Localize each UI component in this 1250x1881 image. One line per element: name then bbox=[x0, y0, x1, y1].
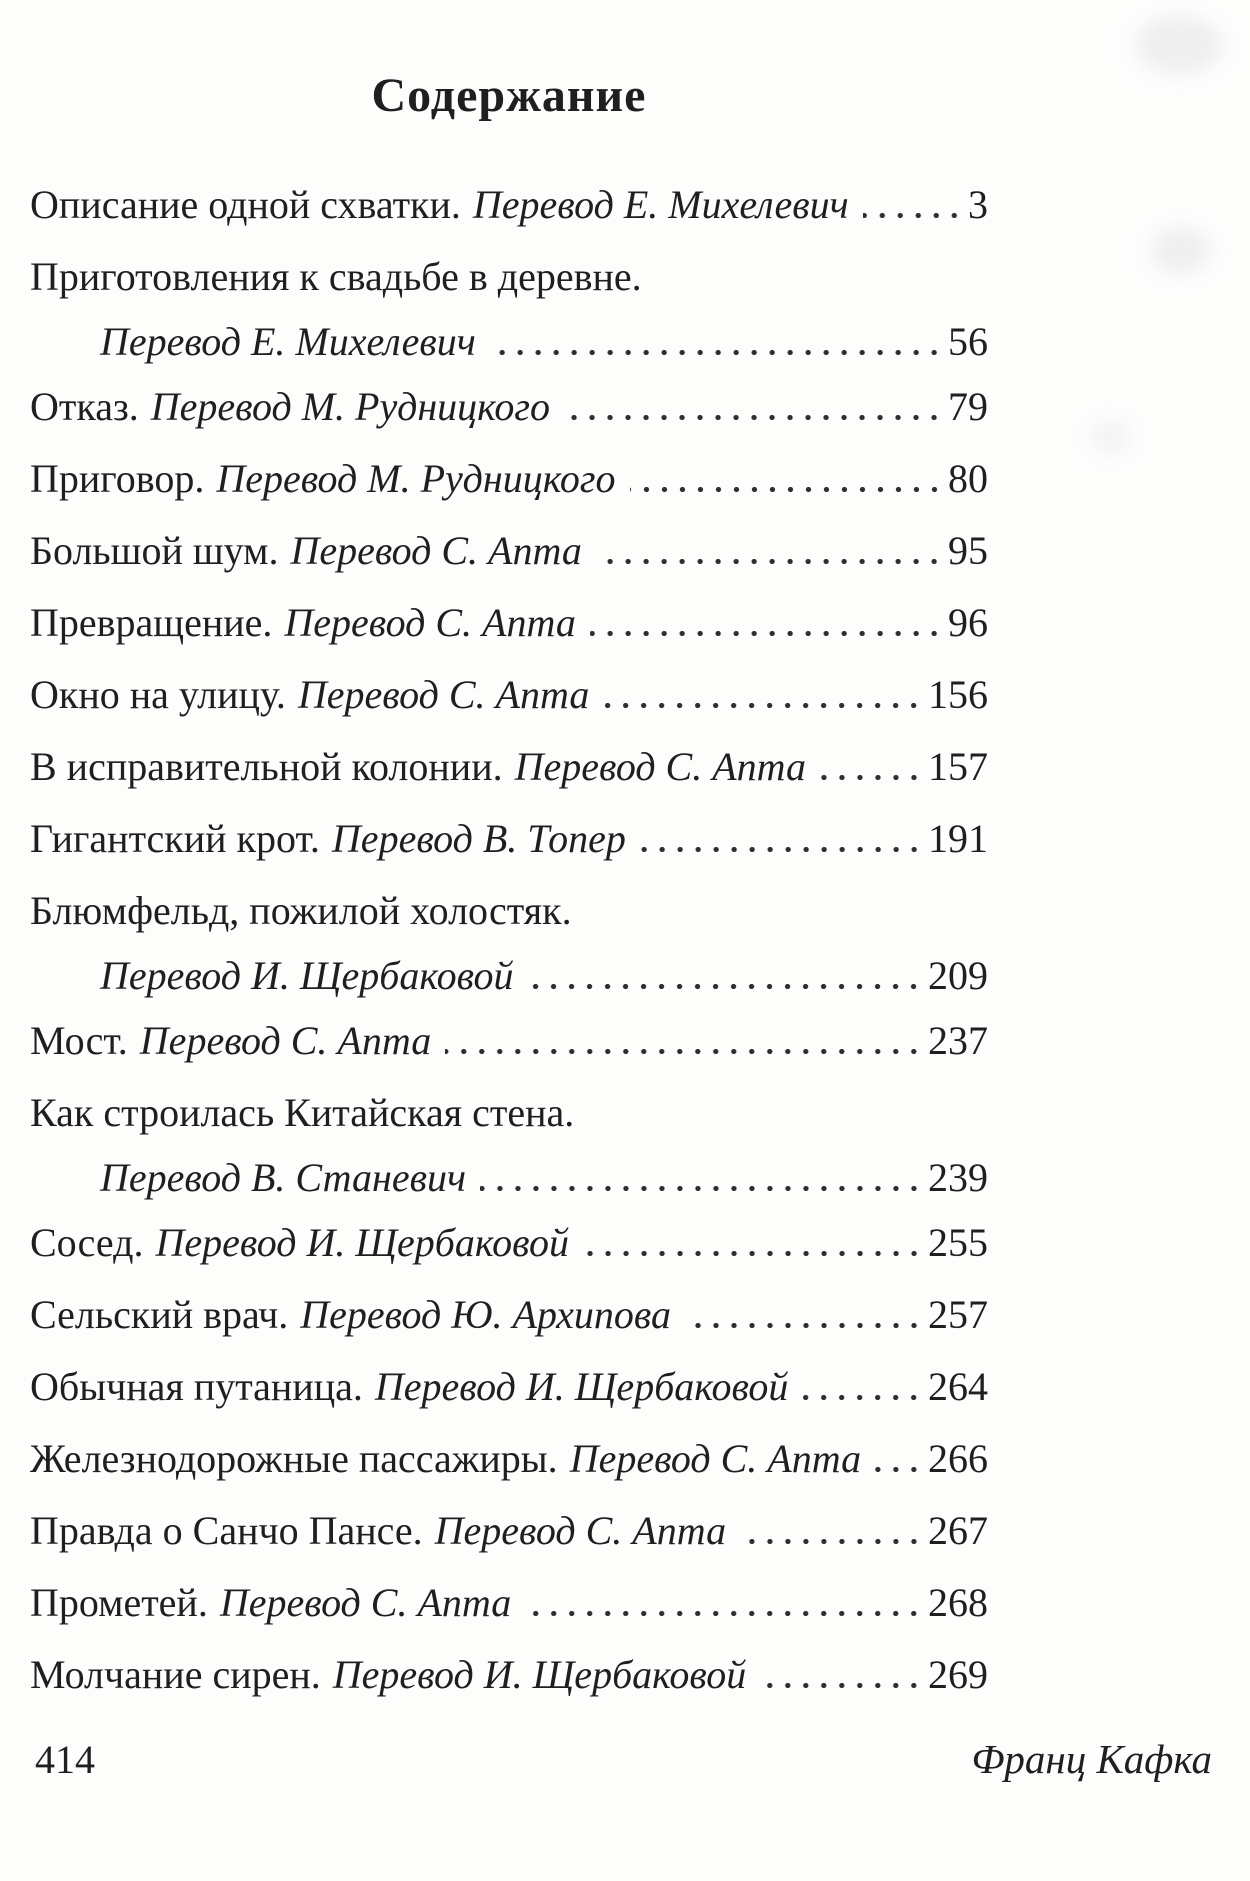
entry-page-number: 80 bbox=[948, 455, 988, 501]
dot-leader bbox=[603, 703, 923, 708]
page-title: Содержание bbox=[371, 69, 647, 122]
table-of-contents bbox=[30, 169, 988, 1711]
toc-entry bbox=[30, 875, 988, 1005]
dot-leader bbox=[590, 631, 943, 636]
dot-leader bbox=[596, 559, 943, 564]
entry-page-number: 157 bbox=[928, 743, 988, 789]
toc-entry bbox=[30, 1567, 988, 1639]
entry-translator: Перевод С. Апта bbox=[219, 1579, 512, 1625]
entry-page-number: 269 bbox=[928, 1651, 988, 1697]
entry-translator: Перевод Ю. Архипова bbox=[300, 1291, 671, 1337]
dot-leader bbox=[527, 984, 923, 989]
entry-title: Большой шум. bbox=[30, 527, 279, 573]
dot-leader bbox=[630, 487, 943, 492]
dot-leader bbox=[685, 1323, 923, 1328]
entry-page-number: 268 bbox=[928, 1579, 988, 1625]
toc-entry bbox=[30, 1351, 988, 1423]
entry-translator: Перевод В. Топер bbox=[331, 815, 626, 861]
toc-entry bbox=[30, 1279, 988, 1351]
entry-translator: Перевод Е. Михелевич bbox=[100, 318, 476, 364]
entry-title: Гигантский крот. bbox=[30, 815, 320, 861]
page-footer bbox=[35, 1735, 1212, 1783]
entry-page-number: 239 bbox=[928, 1154, 988, 1200]
entry-translator: Перевод М. Рудницкого bbox=[216, 455, 616, 501]
entry-title: Описание одной схватки. bbox=[30, 181, 461, 227]
toc-entry-line bbox=[30, 659, 988, 731]
toc-entry bbox=[30, 1207, 988, 1279]
toc-entry bbox=[30, 731, 988, 803]
toc-entry-line bbox=[30, 587, 988, 659]
entry-page-number: 3 bbox=[968, 181, 988, 227]
scan-artifact bbox=[1136, 16, 1222, 74]
toc-entry bbox=[30, 443, 988, 515]
toc-entry bbox=[30, 1639, 988, 1711]
toc-entry-line bbox=[30, 1639, 988, 1711]
dot-leader bbox=[445, 1049, 923, 1054]
toc-entry bbox=[30, 659, 988, 731]
toc-entry bbox=[30, 1495, 988, 1567]
entry-page-number: 209 bbox=[928, 952, 988, 998]
toc-entry-line bbox=[30, 1567, 988, 1639]
entry-title: Сосед. bbox=[30, 1219, 144, 1265]
toc-entry-continuation-line bbox=[30, 947, 988, 1005]
entry-translator: Перевод С. Апта bbox=[290, 527, 582, 573]
entry-translator: Перевод И. Щербаковой bbox=[374, 1363, 789, 1409]
toc-entry-line bbox=[30, 1005, 988, 1077]
entry-title: Окно на улицу. bbox=[30, 671, 286, 717]
toc-entry bbox=[30, 371, 988, 443]
toc-entry bbox=[30, 515, 988, 587]
toc-entry bbox=[30, 1077, 988, 1207]
entry-title: Приговор. bbox=[30, 455, 205, 501]
entry-translator: Перевод И. Щербаковой bbox=[332, 1651, 747, 1697]
dot-leader bbox=[802, 1395, 923, 1400]
entry-page-number: 267 bbox=[928, 1507, 988, 1553]
dot-leader bbox=[820, 775, 923, 780]
toc-entry-line bbox=[30, 371, 988, 443]
entry-page-number: 56 bbox=[948, 318, 988, 364]
toc-entry bbox=[30, 169, 988, 241]
toc-entry-continuation-line bbox=[30, 313, 988, 371]
toc-entry-title-line bbox=[30, 1077, 988, 1149]
toc-entry-line bbox=[30, 1495, 988, 1567]
entry-title: Сельский врач. bbox=[30, 1291, 289, 1337]
entry-page-number: 79 bbox=[948, 383, 988, 429]
entry-translator: Перевод Е. Михелевич bbox=[472, 181, 849, 227]
entry-page-number: 264 bbox=[928, 1363, 988, 1409]
dot-leader bbox=[740, 1539, 923, 1544]
toc-entry-line bbox=[30, 731, 988, 803]
entry-page-number: 95 bbox=[948, 527, 988, 573]
entry-translator: Перевод С. Апта bbox=[434, 1507, 727, 1553]
toc-entry-line bbox=[30, 1207, 988, 1279]
scan-artifact bbox=[1090, 420, 1130, 454]
folio-number: 414 bbox=[35, 1737, 95, 1782]
toc-entry-line bbox=[30, 1351, 988, 1423]
toc-entry-title-line bbox=[30, 241, 988, 313]
toc-entry-line bbox=[30, 169, 988, 241]
entry-title: Мост. bbox=[30, 1017, 128, 1063]
toc-entry bbox=[30, 1423, 988, 1495]
toc-entry bbox=[30, 1005, 988, 1077]
dot-leader bbox=[863, 213, 963, 218]
entry-title: Обычная путаница. bbox=[30, 1363, 363, 1409]
entry-title: Железнодорожные пассажиры. bbox=[30, 1435, 558, 1481]
entry-translator: Перевод С. Апта bbox=[139, 1017, 432, 1063]
scan-artifact bbox=[1152, 228, 1210, 274]
entry-title: Как строилась Китайская стена. bbox=[30, 1089, 575, 1135]
entry-title: Прометей. bbox=[30, 1579, 208, 1625]
dot-leader bbox=[583, 1251, 923, 1256]
entry-title: Отказ. bbox=[30, 383, 139, 429]
running-author: Франц Кафка bbox=[971, 1736, 1212, 1782]
toc-entry bbox=[30, 241, 988, 371]
entry-title: Превращение. bbox=[30, 599, 273, 645]
toc-entry-line bbox=[30, 1423, 988, 1495]
entry-page-number: 96 bbox=[948, 599, 988, 645]
entry-page-number: 156 bbox=[928, 671, 988, 717]
toc-entry bbox=[30, 587, 988, 659]
entry-translator: Перевод С. Апта bbox=[284, 599, 576, 645]
toc-content bbox=[30, 0, 988, 1711]
entry-translator: Перевод И. Щербаковой bbox=[155, 1219, 569, 1265]
entry-page-number: 266 bbox=[928, 1435, 988, 1481]
entry-translator: Перевод С. Апта bbox=[297, 671, 590, 717]
entry-translator: Перевод М. Рудницкого bbox=[150, 383, 550, 429]
entry-translator: Перевод С. Апта bbox=[569, 1435, 862, 1481]
toc-entry-line bbox=[30, 1279, 988, 1351]
entry-page-number: 257 bbox=[928, 1291, 988, 1337]
toc-entry-line bbox=[30, 515, 988, 587]
entry-title: Приготовления к свадьбе в деревне. bbox=[30, 253, 642, 299]
entry-translator: Перевод В. Станевич bbox=[100, 1154, 467, 1200]
entry-title: Блюмфельд, пожилой холостяк. bbox=[30, 887, 572, 933]
toc-entry-line bbox=[30, 803, 988, 875]
dot-leader bbox=[760, 1683, 923, 1688]
toc-entry-line bbox=[30, 443, 988, 515]
entry-page-number: 237 bbox=[928, 1017, 988, 1063]
dot-leader bbox=[875, 1467, 923, 1472]
dot-leader bbox=[480, 1186, 923, 1191]
entry-translator: Перевод С. Апта bbox=[514, 743, 807, 789]
dot-leader bbox=[564, 415, 943, 420]
toc-entry bbox=[30, 803, 988, 875]
toc-entry-continuation-line bbox=[30, 1149, 988, 1207]
entry-title: Молчание сирен. bbox=[30, 1651, 321, 1697]
entry-title: В исправительной колонии. bbox=[30, 743, 503, 789]
entry-translator: Перевод И. Щербаковой bbox=[100, 952, 514, 998]
entry-title: Правда о Санчо Пансе. bbox=[30, 1507, 423, 1553]
toc-entry-title-line bbox=[30, 875, 988, 947]
dot-leader bbox=[490, 350, 943, 355]
entry-page-number: 191 bbox=[928, 815, 988, 861]
dot-leader bbox=[640, 847, 923, 852]
dot-leader bbox=[525, 1611, 923, 1616]
entry-page-number: 255 bbox=[928, 1219, 988, 1265]
